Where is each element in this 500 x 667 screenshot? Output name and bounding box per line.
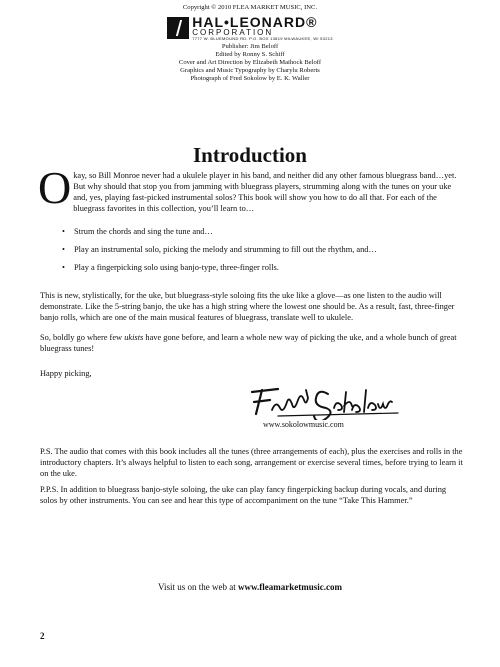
- logo-corporation: CORPORATION: [192, 28, 274, 37]
- ps-paragraph: P.S. The audio that comes with this book includes all the tunes (three arrangements of each), plus the exercises and rolls in the introductory chapters. It’s always helpful to listen to each song, arrangement or exercise several times, before trying to learn it on the uke.: [40, 447, 463, 478]
- closing-line: Happy picking,: [40, 369, 92, 378]
- publisher-logo: [0, 15, 500, 41]
- logo-name: HAL•LEONARD®: [192, 14, 318, 30]
- bullet-item-instrumental-solo: • Play an instrumental solo, picking the melody and strumming to fill out the rhythm, and…: [62, 244, 462, 255]
- drop-cap: O: [38, 162, 72, 213]
- hal-leonard-logo-icon: [167, 17, 189, 39]
- credit-publisher: Publisher: Jim Beloff: [221, 43, 279, 50]
- intro-text: kay, so Bill Monroe never had a ukulele player in his band, and neither did any other famous bluegrass band…yet. But why should that stop you from jamming with bluegrass players, strumming along with the tunes on your uke and, yes, playing fast-picked instrumental solos? This book will show you how to do all that. For each of the bluegrass favorites in this collection, you’ll learn to…: [73, 171, 457, 213]
- publisher-website: www.fleamarketmusic.com: [237, 582, 342, 592]
- paragraph-style: This is new, stylistically, for the uke, but bluegrass-style soloing fits the uke like a glove—as one listen to the audio will demonstrate. Like the 5-string banjo, the uke has a high string where the lowest one should be. As a result, fast, three-finger banjo rolls, which are one of the main musical features of bluegrass, translate well to ukulele.: [40, 291, 455, 322]
- credits-block: [0, 4, 500, 83]
- author-website: www.sokolowmusic.com: [263, 420, 344, 429]
- credit-graphics: Graphics and Music Typography by Charylu Roberts: [180, 67, 320, 74]
- logo-address: 7777 W. BLUEMOUND RD. P.O. BOX 13819 MILWAUKEE, WI 53213: [192, 36, 333, 41]
- intro-paragraph: [38, 162, 464, 214]
- copyright-line: Copyright © 2010 FLEA MARKET MUSIC, INC.: [182, 4, 318, 11]
- pps-paragraph: P.P.S. In addition to bluegrass banjo-style soloing, the uke can play fancy fingerpicking backup during vocals, and during solos by other instruments. You can see and hear this type of accompaniment on the tune “Take This Hammer.”: [40, 485, 447, 505]
- page-number: 2: [40, 631, 45, 641]
- bullet-item-fingerpicking-solo: • Play a fingerpicking solo using banjo-type, three-finger rolls.: [62, 262, 462, 273]
- bullet-list: [62, 226, 462, 280]
- signature-image: [248, 384, 418, 420]
- bullet-item-strum: • Strum the chords and sing the tune and…: [62, 226, 462, 237]
- visit-line: Visit us on the web at www.fleamarketmusic.com: [158, 582, 342, 592]
- credit-art-direction: Cover and Art Direction by Elizabeth Maihock Beloff: [178, 59, 322, 66]
- page-title: Introduction: [193, 143, 307, 167]
- paragraph-boldly-go: So, boldly go where few ukists have gone before, and learn a whole new way of picking the uke, and a whole bunch of great bluegrass tunes!: [40, 333, 457, 353]
- credit-photograph: Photograph of Fred Sokolow by E. K. Waller: [190, 75, 310, 82]
- credit-editor: Edited by Ronny S. Schiff: [215, 51, 285, 58]
- ukists-italic: ukists: [124, 333, 144, 342]
